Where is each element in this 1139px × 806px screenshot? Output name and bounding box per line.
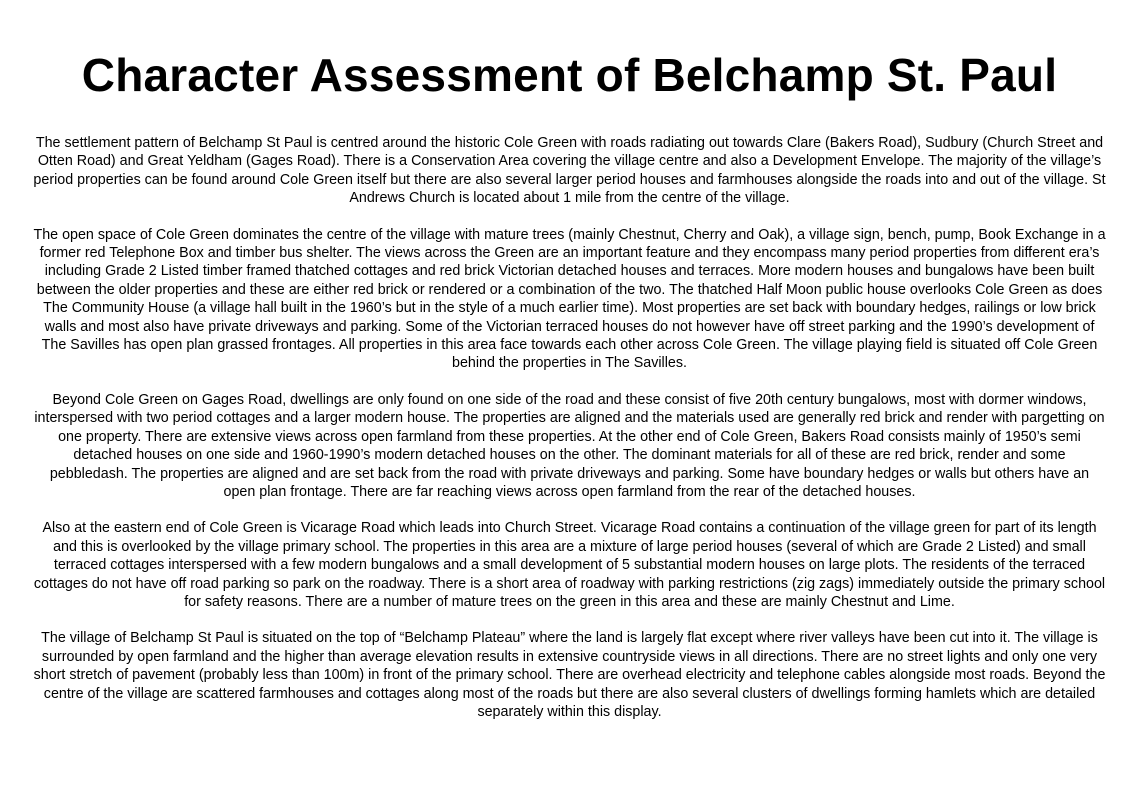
paragraph-vicarage-road: Also at the eastern end of Cole Green is Vicarage Road which leads into Church Street. Vicarage Road contains a continuation of the village green for part of its length and this is overlooked by the village primary school. The properties in this area are a mixture of large period houses (several of which are Grade 2 Listed) and small terraced cottages interspersed with a few modern bungalows and a small development of 5 substantial modern houses on large plots. The residents of the terraced cottages do not have off road parking so park on the roadway. There is a short area of roadway with parking restrictions (zig zags) immediately outside the primary school for safety reasons. There are a number of mature trees on the green in this area and these are mainly Chestnut and Lime.	[33, 520, 1106, 610]
paragraph-gages-bakers-road: Beyond Cole Green on Gages Road, dwellings are only found on one side of the road and these consist of five 20th century bungalows, most with dormer windows, interspersed with two period cottages and a larger modern house. The properties are aligned and the materials used are generally red brick and render with pargetting on one property. There are extensive views across open farmland from these properties. At the other end of Cole Green, Bakers Road consists mainly of 1950’s semi detached houses on one side and 1960-1990’s modern detached houses on the other. The dominant materials for all of these are red brick, render and some pebbledash. The properties are aligned and are set back from the road with private driveways and parking. Some have boundary hedges or walls but others have an open plan frontage. There are far reaching views across open farmland from the rear of the detached houses.	[34, 391, 1105, 500]
paragraph-cole-green: The open space of Cole Green dominates the centre of the village with mature trees (mainly Chestnut, Cherry and Oak), a village sign, bench, pump, Book Exchange in a former red Telephone Box and timber bus shelter. The views across the Green are an important feature and they encompass many period properties from different era’s including Grade 2 Listed timber framed thatched cottages and red brick Victorian detached houses and terraces. More modern houses and bungalows have been built between the older properties and these are either red brick or rendered or a combination of the two. The thatched Half Moon public house overlooks Cole Green as does The Community House (a village hall built in the 1960’s but in the style of a much earlier time). Most properties are set back with boundary hedges, railings or low brick walls and most also have private driveways and parking. Some of the Victorian terraced houses do not however have off street parking and the 1990’s development of The Savilles has open plan grassed frontages. All properties in this area face towards each other across Cole Green. The village playing field is situated off Cole Green behind the properties in The Savilles.	[33, 226, 1106, 372]
paragraph-belchamp-plateau: The village of Belchamp St Paul is situated on the top of “Belchamp Plateau” where the land is largely flat except where river valleys have been cut into it. The village is surrounded by open farmland and the higher than average elevation results in extensive countryside views in all directions. There are no street lights and only one very short stretch of pavement (probably less than 100m) in front of the primary school. There are overhead electricity and telephone cables alongside most roads. Beyond the centre of the village are scattered farmhouses and cottages along most of the roads but there are also several clusters of dwellings forming hamlets which are detailed separately within this display.	[33, 630, 1106, 720]
paragraph-settlement-pattern: The settlement pattern of Belchamp St Paul is centred around the historic Cole Green with roads radiating out towards Clare (Bakers Road), Sudbury (Church Street and Otten Road) and Great Yeldham (Gages Road). There is a Conservation Area covering the village centre and also a Development Envelope. The majority of the village’s period properties can be found around Cole Green itself but there are also several larger period houses and farmhouses alongside the roads into and out of the village. St Andrews Church is located about 1 mile from the centre of the village.	[33, 135, 1106, 207]
document-body	[33, 134, 1106, 739]
page-title: Character Assessment of Belchamp St. Paul	[81, 49, 1058, 101]
